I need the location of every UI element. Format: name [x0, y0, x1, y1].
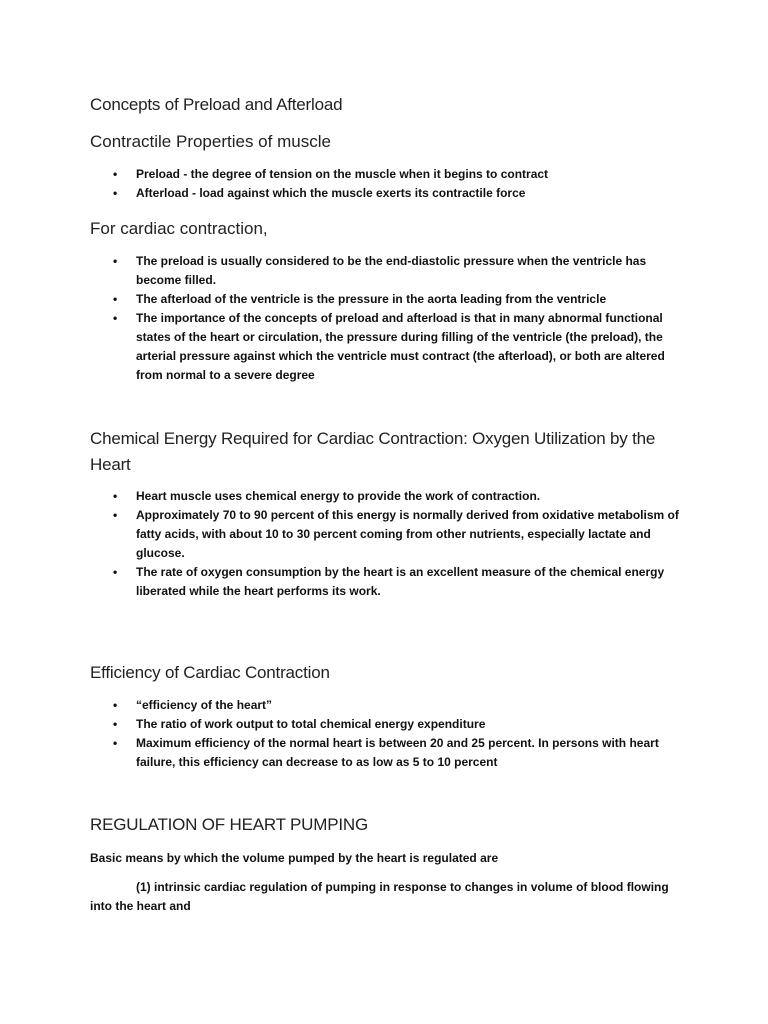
list-item: • “efficiency of the heart”	[90, 696, 690, 715]
regulation-heading: REGULATION OF HEART PUMPING	[90, 815, 368, 834]
list-item: • The rate of oxygen consumption by the heart is an excellent measure of the chemical energy liberated while the heart performs its work.	[90, 563, 690, 601]
list-item: • Preload - the degree of tension on the muscle when it begins to contract	[90, 165, 690, 184]
regulation-item-1: (1) intrinsic cardiac regulation of pumping in response to changes in volume of blood flowing into the heart and	[90, 880, 669, 913]
chemical-heading: Chemical Energy Required for Cardiac Contraction: Oxygen Utilization by the Heart	[90, 429, 656, 474]
list-item: • Maximum efficiency of the normal heart is between 20 and 25 percent. In persons with heart failure, this efficiency can decrease to as low as 5 to 10 percent	[90, 734, 690, 772]
regulation-intro: Basic means by which the volume pumped by the heart is regulated are	[90, 851, 499, 865]
efficiency-heading: Efficiency of Cardiac Contraction	[90, 663, 330, 682]
document-title: Concepts of Preload and Afterload	[90, 95, 343, 114]
cardiac-heading: For cardiac contraction,	[90, 219, 268, 238]
contractile-list	[90, 165, 690, 203]
list-item: • The importance of the concepts of preload and afterload is that in many abnormal functional states of the heart or circulation, the pressure during filling of the ventricle (the preload), the arterial pressure against which the ventricle must contract (the afterload), or both are altered from normal to a severe degree	[90, 309, 690, 385]
list-item: • Afterload - load against which the muscle exerts its contractile force	[90, 184, 690, 203]
list-item: • The ratio of work output to total chemical energy expenditure	[90, 715, 690, 734]
list-item: • The preload is usually considered to be the end-diastolic pressure when the ventricle has become filled.	[90, 252, 690, 290]
list-item: • The afterload of the ventricle is the pressure in the aorta leading from the ventricle	[90, 290, 690, 309]
list-item: • Heart muscle uses chemical energy to provide the work of contraction.	[90, 487, 690, 506]
cardiac-list	[90, 252, 690, 385]
list-item: • Approximately 70 to 90 percent of this energy is normally derived from oxidative metabolism of fatty acids, with about 10 to 30 percent coming from other nutrients, especially lactate and glucose.	[90, 506, 690, 563]
contractile-heading: Contractile Properties of muscle	[90, 132, 331, 151]
efficiency-list	[90, 696, 690, 772]
chemical-list	[90, 487, 690, 601]
